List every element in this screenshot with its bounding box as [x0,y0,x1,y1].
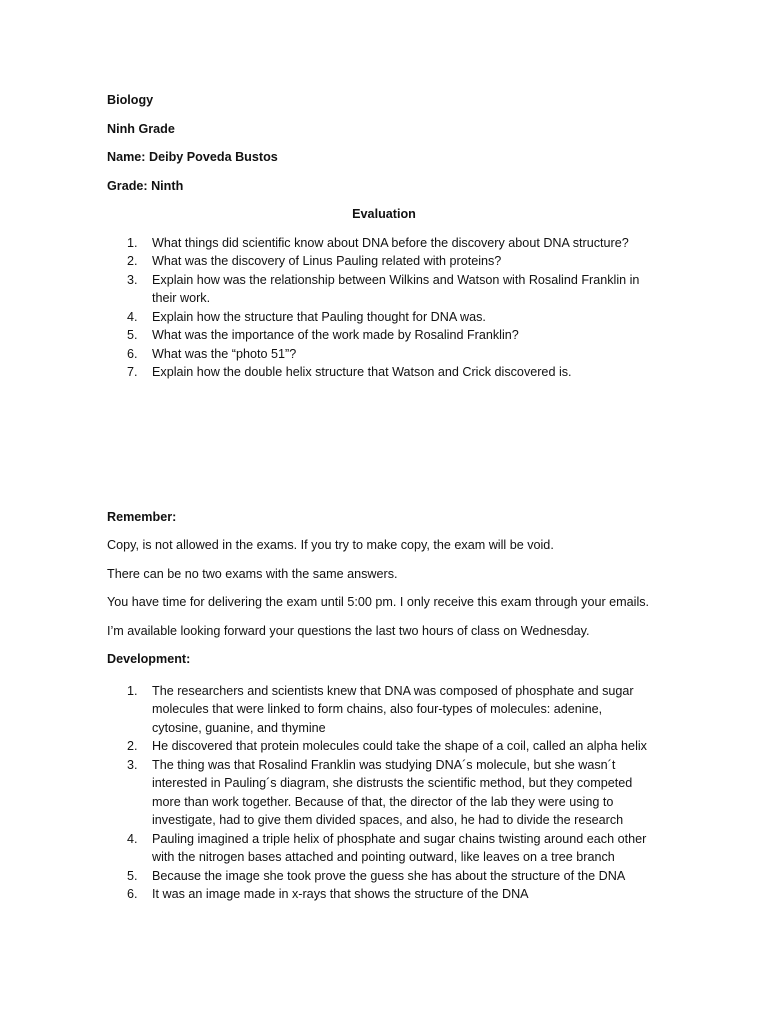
remember-title: Remember: [107,509,177,524]
answer-item [107,867,647,886]
question-text: What was the discovery of Linus Pauling related with proteins? [152,254,502,268]
evaluation-title: Evaluation [352,207,416,221]
answer-text-continued: investigate, had to give them divided spaces, and also, he had to divide the research [152,813,624,827]
answer-item [107,682,647,738]
question-item [107,234,647,253]
question-text: Explain how the structure that Pauling thought for DNA was. [152,309,486,324]
development-answers [107,682,647,904]
answer-text-continued: interested in Pauling´s diagram, she distrusts the scientific method, but they competed [152,776,633,790]
answer-text-continued: molecules that were linked to form chains, also four-types of molecules: adenine, [152,702,603,716]
answer-number: 6. [127,887,138,901]
answer-item [107,756,647,830]
answer-number: 1. [127,683,138,698]
remember-paragraph: You have time for delivering the exam until 5:00 pm. I only receive this exam through your emails. [107,595,650,609]
question-number: 5. [127,328,138,342]
question-item [107,252,647,271]
answer-text: He discovered that protein molecules could take the shape of a coil, called an alpha helix [152,739,647,753]
question-item [107,345,647,364]
answer-number: 2. [127,739,138,753]
grade-line: Ninh Grade [107,121,175,136]
development-title: Development: [107,652,191,666]
answer-text-continued: more than work together. Because of that, the director of the lab they were using to [152,794,614,809]
question-item [107,308,647,327]
remember-paragraph: There can be no two exams with the same answers. [107,566,398,581]
answer-number: 4. [127,831,138,846]
question-number: 4. [127,309,138,324]
grade-label: Grade: Ninth [107,178,184,193]
evaluation-questions [107,234,647,382]
subject-line: Biology [107,93,154,107]
question-item [107,326,647,345]
blank-space [107,382,647,508]
question-number: 1. [127,235,138,250]
answer-number: 3. [127,757,138,772]
question-item [107,363,647,382]
question-number: 3. [127,272,138,287]
remember-paragraph: Copy, is not allowed in the exams. If you try to make copy, the exam will be void. [107,538,554,552]
answer-text-continued: cytosine, guanine, and thymine [152,720,326,735]
document-content [107,91,650,904]
answer-text: It was an image made in x-rays that shows the structure of the DNA [152,887,529,901]
answer-item [107,830,647,867]
answer-text: Pauling imagined a triple helix of phosphate and sugar chains twisting around each other [152,831,647,846]
question-number: 2. [127,254,138,268]
answer-text-continued: with the nitrogen bases attached and pointing outward, like leaves on a tree branch [152,850,615,864]
answer-item [107,737,647,756]
answer-number: 5. [127,868,138,883]
remember-paragraph: I’m available looking forward your questions the last two hours of class on Wednesday. [107,623,590,638]
question-text: Explain how the double helix structure that Watson and Crick discovered is. [152,365,572,379]
question-text: Explain how was the relationship between Wilkins and Watson with Rosalind Franklin in [152,272,640,287]
question-number: 6. [127,346,138,361]
answer-text: The researchers and scientists knew that DNA was composed of phosphate and sugar [152,683,634,698]
question-text: What was the “photo 51”? [152,346,297,361]
answer-text: The thing was that Rosalind Franklin was studying DNA´s molecule, but she wasn´t [152,757,616,772]
question-text: What was the importance of the work made by Rosalind Franklin? [152,328,519,342]
question-number: 7. [127,365,138,379]
answer-item [107,885,647,904]
answer-text: Because the image she took prove the guess she has about the structure of the DNA [152,868,626,883]
question-text: What things did scientific know about DNA before the discovery about DNA structure? [152,235,629,250]
student-name: Name: Deiby Poveda Bustos [107,150,278,164]
question-text-continued: their work. [152,291,211,305]
question-item [107,271,647,308]
